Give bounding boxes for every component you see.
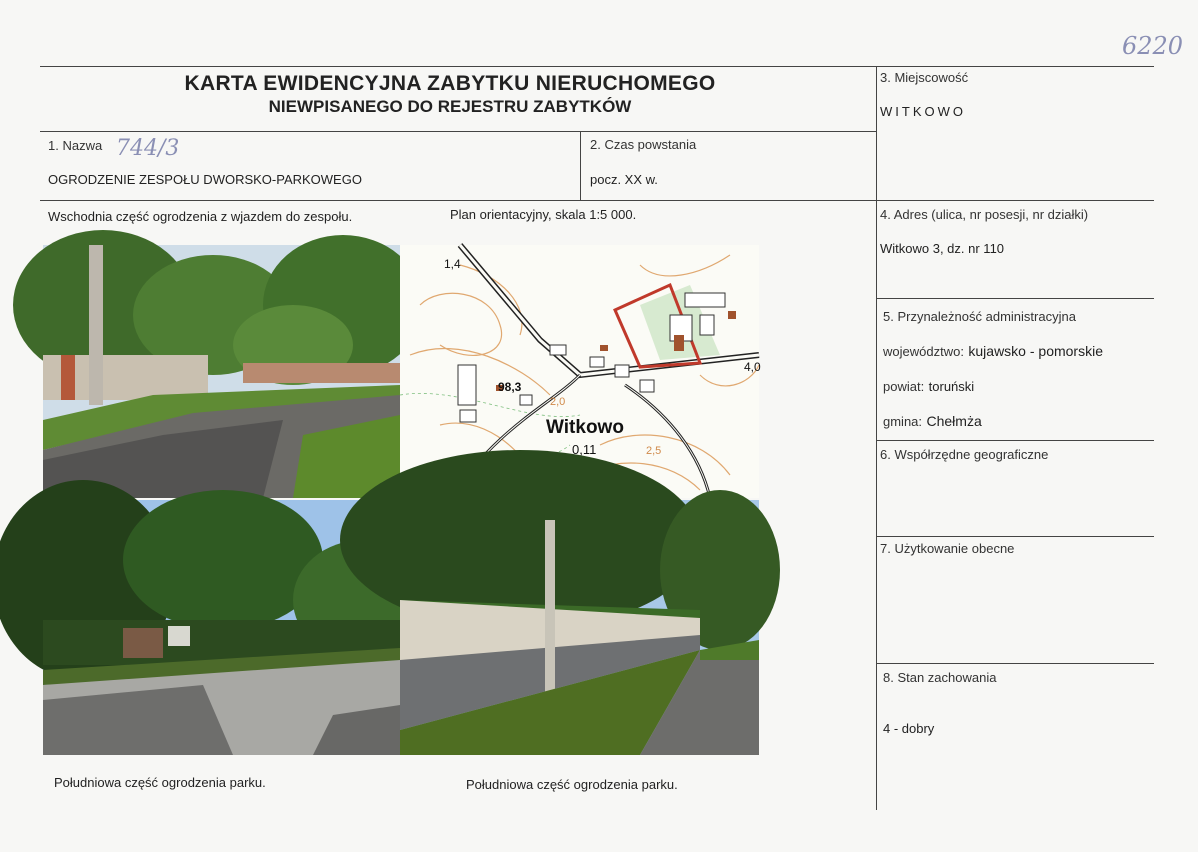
title-bottom-line <box>40 131 876 132</box>
admin-label: 5. Przynależność administracyjna <box>883 309 1076 324</box>
map-label-98-3: 98,3 <box>498 380 522 394</box>
card-title: KARTA EWIDENCYJNA ZABYTKU NIERUCHOMEGO <box>184 72 716 95</box>
map-label-2-0-upper: 2,0 <box>550 396 566 408</box>
commune-row <box>883 413 982 431</box>
map-label-0-11: 0,11 <box>572 442 597 457</box>
locality-value: WITKOWO <box>880 104 966 119</box>
address-bottom-line <box>876 298 1154 299</box>
caption-south-fence-left: Południowa część ogrodzenia parku. <box>54 775 266 790</box>
address-label: 4. Adres (ulica, nr posesji, nr działki) <box>880 207 1089 222</box>
name-handwritten-number: 744/3 <box>116 136 180 161</box>
photo-south-fence-wall <box>400 500 759 755</box>
map-label-2-5: 2,5 <box>646 445 662 457</box>
condition-value: 4 - dobry <box>883 721 935 736</box>
coordinates-label: 6. Współrzędne geograficzne <box>880 447 1049 462</box>
county-row <box>883 378 974 396</box>
voivodeship-row <box>883 343 1103 361</box>
caption-south-fence-right: Południowa część ogrodzenia parku. <box>466 777 678 792</box>
period-value: pocz. XX w. <box>590 172 658 187</box>
commune-label: gmina: <box>883 414 923 429</box>
right-column-divider <box>876 66 877 810</box>
name-label: 1. Nazwa <box>48 138 103 153</box>
caption-map-scale: Plan orientacyjny, skala 1:5 000. <box>450 207 637 222</box>
voivodeship-value: kujawsko - pomorskie <box>968 343 1103 359</box>
condition-label: 8. Stan zachowania <box>883 670 997 685</box>
county-label: powiat: <box>883 379 925 394</box>
map-label-4-0: 4,0 <box>744 360 761 374</box>
name-period-divider <box>580 131 581 201</box>
map-place-name: Witkowo <box>546 417 624 438</box>
period-label: 2. Czas powstania <box>590 137 697 152</box>
voivodeship-label: województwo: <box>883 344 964 359</box>
county-value: toruński <box>928 379 975 394</box>
map-label-1-4: 1,4 <box>444 257 461 271</box>
commune-value: Chełmża <box>926 413 982 429</box>
address-value: Witkowo 3, dz. nr 110 <box>880 241 1005 256</box>
caption-east-fence: Wschodnia część ogrodzenia z wjazdem do zespołu. <box>48 209 353 224</box>
frame-top-line <box>40 66 1154 67</box>
name-row-bottom-line <box>40 200 1154 201</box>
usage-bottom-line <box>876 663 1154 664</box>
locality-label: 3. Miejscowość <box>880 70 969 85</box>
card-subtitle: NIEWPISANEGO DO REJESTRU ZABYTKÓW <box>268 97 632 116</box>
usage-label: 7. Użytkowanie obecne <box>880 541 1015 556</box>
coords-bottom-line <box>876 536 1154 537</box>
photo-east-fence-entrance <box>43 245 400 498</box>
name-value: OGRODZENIE ZESPOŁU DWORSKO-PARKOWEGO <box>48 172 362 187</box>
catalog-number-handwritten: 6220 <box>1122 32 1184 60</box>
admin-bottom-line <box>876 440 1154 441</box>
